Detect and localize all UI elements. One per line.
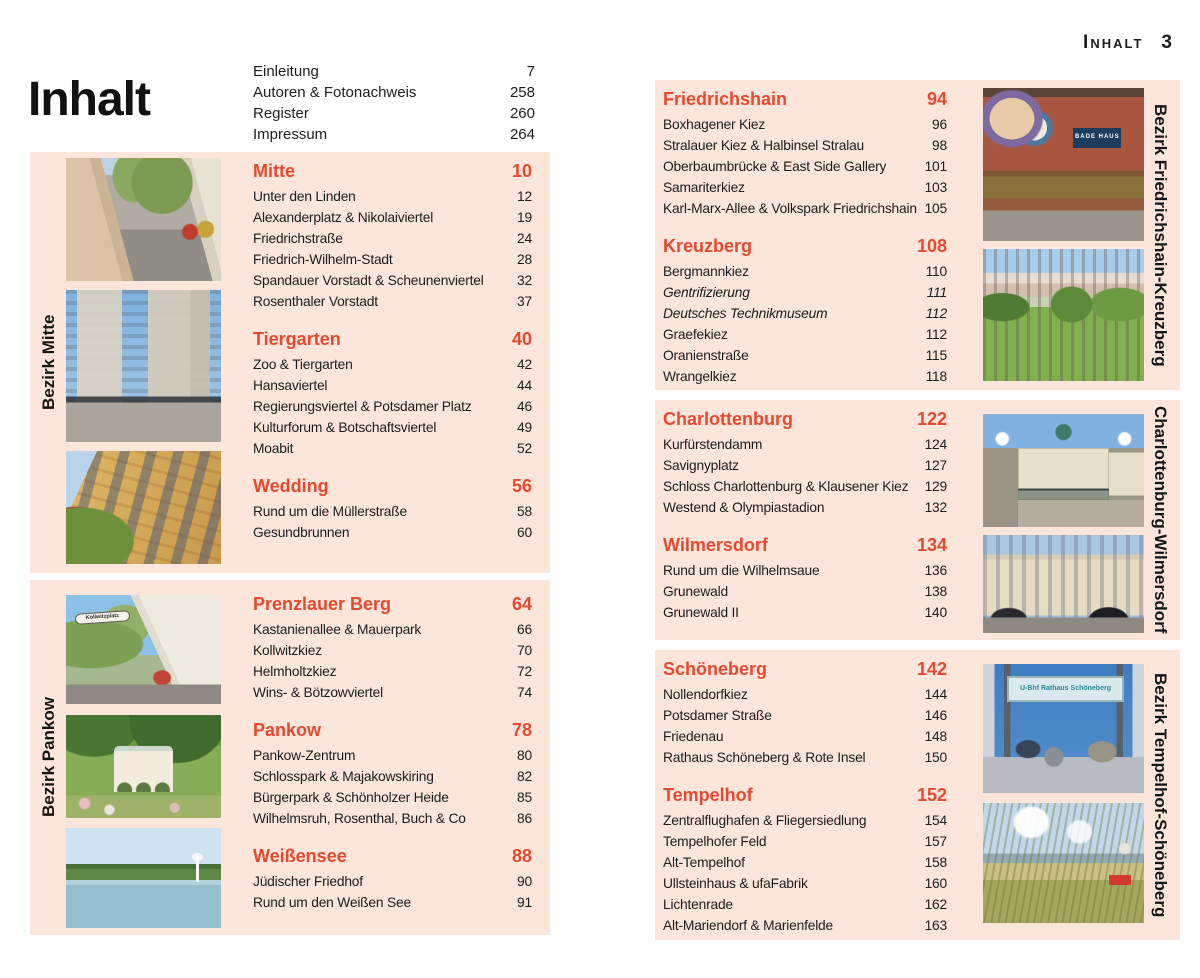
toc-entry bbox=[253, 396, 532, 417]
running-head-title: Inhalt bbox=[1083, 32, 1144, 53]
page-number: 115 bbox=[925, 348, 947, 363]
pavilion-shape bbox=[114, 746, 173, 792]
section-heading bbox=[663, 234, 947, 259]
toc-entry bbox=[253, 124, 535, 145]
page-number: 74 bbox=[517, 685, 532, 700]
district-box-tempelhof-schoeneberg bbox=[655, 650, 1180, 940]
entry-title: Nollendorfkiez bbox=[663, 687, 748, 702]
page-number: 28 bbox=[517, 252, 532, 267]
page-number: 127 bbox=[924, 458, 947, 473]
toc-entry bbox=[253, 249, 532, 270]
toc-section-tiergarten bbox=[253, 327, 532, 459]
page-number: 37 bbox=[517, 294, 532, 309]
page-number: 72 bbox=[517, 664, 532, 679]
section-title: Mitte bbox=[253, 161, 295, 181]
entry-title: Alexanderplatz & Nikolaiviertel bbox=[253, 210, 434, 225]
toc-entry bbox=[253, 438, 532, 459]
section-heading bbox=[253, 159, 532, 184]
page-number: 98 bbox=[932, 138, 947, 153]
toc-entry bbox=[663, 560, 947, 581]
entry-title: Jüdischer Friedhof bbox=[253, 874, 363, 889]
district-box-pankow bbox=[30, 580, 550, 935]
toc-entry bbox=[663, 852, 947, 873]
fountain-shape bbox=[196, 856, 199, 882]
section-heading bbox=[253, 592, 532, 617]
entry-title: Gesundbrunnen bbox=[253, 525, 350, 540]
entry-title: Wrangelkiez bbox=[663, 369, 737, 384]
entry-title: Impressum bbox=[253, 126, 328, 143]
entry-title: Bergmannkiez bbox=[663, 264, 749, 279]
toc-entry bbox=[663, 810, 947, 831]
street-sign: Kollwitzplatz bbox=[75, 611, 130, 626]
page-number: 264 bbox=[509, 126, 535, 143]
district-box-friedrichshain-kreuzberg bbox=[655, 80, 1180, 390]
entry-title: Friedrichstraße bbox=[253, 231, 343, 246]
page-number: 96 bbox=[932, 117, 947, 132]
toc-entry bbox=[253, 808, 532, 829]
toc-section-friedrichshain bbox=[663, 87, 947, 219]
toc-entry bbox=[663, 684, 947, 705]
district-box-mitte bbox=[30, 152, 550, 573]
page-number: 129 bbox=[924, 479, 947, 494]
page-number: 140 bbox=[924, 605, 947, 620]
toc-entry bbox=[253, 682, 532, 703]
entry-title: Spandauer Vorstadt & Scheunenviertel bbox=[253, 273, 484, 288]
tempelhofer-feld-photo bbox=[983, 803, 1144, 923]
toc-section-mitte bbox=[253, 159, 532, 312]
toc-entry bbox=[663, 894, 947, 915]
toc-entry bbox=[663, 726, 947, 747]
toc-entry bbox=[663, 915, 947, 936]
entry-title: Potsdamer Straße bbox=[663, 708, 772, 723]
section-title: Charlottenburg bbox=[663, 409, 793, 429]
toc-entry bbox=[253, 745, 532, 766]
page-number: 19 bbox=[517, 210, 532, 225]
toc-entry bbox=[663, 602, 947, 623]
toc-entry bbox=[663, 747, 947, 768]
entry-title: Pankow-Zentrum bbox=[253, 748, 356, 763]
district-label-tempelhof-schoeneberg: Bezirk Tempelhof-Schöneberg bbox=[1151, 672, 1170, 918]
entry-title: Deutsches Technikmuseum bbox=[663, 306, 828, 321]
toc-entry bbox=[663, 114, 947, 135]
entry-title: Kurfürstendamm bbox=[663, 437, 763, 452]
district-label-charlottenburg-wilmersdorf: Charlottenburg-Wilmersdorf bbox=[1151, 406, 1170, 634]
entry-title: Friedrich-Wilhelm-Stadt bbox=[253, 252, 393, 267]
page-number: 118 bbox=[925, 369, 947, 384]
page-number: 88 bbox=[511, 846, 532, 866]
toc-entry bbox=[253, 270, 532, 291]
entry-title: Gentrifizierung bbox=[663, 285, 750, 300]
page-number: 40 bbox=[511, 329, 532, 349]
page-number: 66 bbox=[517, 622, 532, 637]
entry-title: Zoo & Tiergarten bbox=[253, 357, 353, 372]
toc-section-charlottenburg bbox=[663, 407, 947, 518]
entry-title: Samariterkiez bbox=[663, 180, 745, 195]
entry-title: Rund um die Wilhelmsaue bbox=[663, 563, 820, 578]
page-number: 52 bbox=[517, 441, 532, 456]
toc-entry bbox=[663, 156, 947, 177]
toc-section-schoeneberg bbox=[663, 657, 947, 768]
section-title: Wedding bbox=[253, 476, 329, 496]
toc-entry bbox=[663, 455, 947, 476]
toc-entry bbox=[253, 640, 532, 661]
entry-title: Westend & Olympiastadion bbox=[663, 500, 825, 515]
page-number: 32 bbox=[517, 273, 532, 288]
toc-column bbox=[253, 152, 532, 543]
red-marker-sign bbox=[1109, 875, 1132, 885]
page-number: 44 bbox=[517, 378, 532, 393]
toc-entry bbox=[253, 228, 532, 249]
raw-badehaus-photo bbox=[983, 88, 1144, 241]
potsdamer-platz-towers-photo bbox=[66, 290, 221, 442]
toc-entry bbox=[663, 177, 947, 198]
entry-title: Grunewald II bbox=[663, 605, 739, 620]
page-number: 94 bbox=[926, 89, 947, 109]
section-heading bbox=[253, 844, 532, 869]
toc-entry bbox=[663, 198, 947, 219]
toc-column bbox=[663, 80, 947, 387]
entry-title: Oberbaumbrücke & East Side Gallery bbox=[663, 159, 887, 174]
toc-entry bbox=[253, 661, 532, 682]
toc-entry bbox=[253, 186, 532, 207]
entry-title: Savignyplatz bbox=[663, 458, 739, 473]
section-heading bbox=[663, 533, 947, 558]
page-number: 90 bbox=[517, 874, 532, 889]
entry-title: Alt-Tempelhof bbox=[663, 855, 745, 870]
page-number: 64 bbox=[511, 594, 532, 614]
wilmersdorf-curved-building-photo bbox=[983, 535, 1144, 633]
toc-section-wilmersdorf bbox=[663, 533, 947, 623]
toc-section-kreuzberg bbox=[663, 234, 947, 387]
page-number: 150 bbox=[924, 750, 947, 765]
section-title: Wilmersdorf bbox=[663, 535, 768, 555]
entry-title: Boxhagener Kiez bbox=[663, 117, 766, 132]
page-number: 122 bbox=[916, 409, 947, 429]
toc-entry bbox=[253, 892, 532, 913]
page-number: 42 bbox=[517, 357, 532, 372]
toc-entry bbox=[663, 831, 947, 852]
page-number: 12 bbox=[517, 189, 532, 204]
page-number: 86 bbox=[517, 811, 532, 826]
toc-entry bbox=[663, 303, 947, 324]
page-number: 80 bbox=[517, 748, 532, 763]
entry-title: Moabit bbox=[253, 441, 294, 456]
weissensee-lake-photo bbox=[66, 828, 221, 928]
district-label-pankow: Bezirk Pankow bbox=[39, 697, 58, 818]
entry-title: Ullsteinhaus & ufaFabrik bbox=[663, 876, 808, 891]
toc-entry bbox=[253, 103, 535, 124]
page-number: 132 bbox=[924, 500, 947, 515]
page-number: 148 bbox=[924, 729, 947, 744]
page-number: 134 bbox=[916, 535, 947, 555]
buergerpark-pavilion-photo bbox=[66, 715, 221, 818]
section-title: Tempelhof bbox=[663, 785, 753, 805]
mitte-street-photo bbox=[66, 158, 221, 281]
section-heading bbox=[663, 87, 947, 112]
toc-section-weissensee bbox=[253, 844, 532, 913]
entry-title: Wilhelmsruh, Rosenthal, Buch & Co bbox=[253, 811, 466, 826]
page-number: 163 bbox=[924, 918, 947, 933]
entry-title: Lichtenrade bbox=[663, 897, 733, 912]
page-number: 142 bbox=[916, 659, 947, 679]
page-number: 82 bbox=[517, 769, 532, 784]
page-number: 24 bbox=[517, 231, 532, 246]
toc-entry bbox=[663, 581, 947, 602]
toc-entry bbox=[663, 324, 947, 345]
toc-entry bbox=[663, 873, 947, 894]
page-number: 103 bbox=[924, 180, 947, 195]
page-number: 70 bbox=[517, 643, 532, 658]
toc-entry bbox=[253, 417, 532, 438]
entry-title: Helmholtzkiez bbox=[253, 664, 337, 679]
section-title: Kreuzberg bbox=[663, 236, 753, 256]
toc-entry bbox=[663, 705, 947, 726]
page-number: 112 bbox=[925, 327, 947, 342]
entry-title: Bürgerpark & Schönholzer Heide bbox=[253, 790, 449, 805]
section-title: Schöneberg bbox=[663, 659, 768, 679]
entry-title: Unter den Linden bbox=[253, 189, 356, 204]
toc-entry bbox=[663, 345, 947, 366]
toc-section-pankow bbox=[253, 718, 532, 829]
running-head-page-number: 3 bbox=[1161, 32, 1172, 53]
page-title: Inhalt bbox=[28, 73, 150, 127]
toc-entry bbox=[663, 476, 947, 497]
entry-title: Tempelhofer Feld bbox=[663, 834, 767, 849]
toc-entry bbox=[663, 261, 947, 282]
entry-title: Schlosspark & Majakowskiring bbox=[253, 769, 434, 784]
page-number: 157 bbox=[924, 834, 947, 849]
page-number: 111 bbox=[926, 285, 947, 300]
entry-title: Kollwitzkiez bbox=[253, 643, 322, 658]
running-head bbox=[1083, 32, 1172, 54]
section-heading bbox=[663, 657, 947, 682]
page-number: 154 bbox=[924, 813, 947, 828]
page-number: 56 bbox=[511, 476, 532, 496]
entry-title: Regierungsviertel & Potsdamer Platz bbox=[253, 399, 472, 414]
toc-entry bbox=[253, 82, 535, 103]
page-number: 112 bbox=[925, 306, 947, 321]
page-number: 58 bbox=[517, 504, 532, 519]
toc-entry bbox=[253, 871, 532, 892]
toc-entry bbox=[253, 619, 532, 640]
page-number: 7 bbox=[526, 63, 535, 80]
entry-title: Autoren & Fotonachweis bbox=[253, 84, 417, 101]
badehaus-sign: BADE HAUS bbox=[1073, 128, 1121, 148]
page-number: 160 bbox=[924, 876, 947, 891]
page-number: 162 bbox=[924, 897, 947, 912]
toc-column bbox=[663, 400, 947, 623]
section-heading bbox=[253, 327, 532, 352]
section-title: Pankow bbox=[253, 720, 322, 740]
toc-entry bbox=[663, 135, 947, 156]
entry-title: Rathaus Schöneberg & Rote Insel bbox=[663, 750, 866, 765]
page-number: 60 bbox=[517, 525, 532, 540]
toc-section-tempelhof bbox=[663, 783, 947, 936]
page-number: 91 bbox=[517, 895, 532, 910]
page-number: 101 bbox=[924, 159, 947, 174]
rathaus-schoeneberg-station-photo bbox=[983, 664, 1144, 793]
page-number: 136 bbox=[924, 563, 947, 578]
section-heading bbox=[663, 783, 947, 808]
kollwitzplatz-corner-photo bbox=[66, 595, 221, 704]
toc-entry bbox=[253, 61, 535, 82]
page-number: 146 bbox=[924, 708, 947, 723]
kreuzberg-park-photo bbox=[983, 249, 1144, 381]
wedding-brick-facade-photo bbox=[66, 451, 221, 564]
page-number: 158 bbox=[924, 855, 947, 870]
entry-title: Rund um den Weißen See bbox=[253, 895, 411, 910]
section-heading bbox=[253, 474, 532, 499]
page-number: 49 bbox=[517, 420, 532, 435]
toc-entry bbox=[253, 766, 532, 787]
district-label-mitte: Bezirk Mitte bbox=[39, 314, 58, 411]
entry-title: Hansaviertel bbox=[253, 378, 328, 393]
page-number: 144 bbox=[924, 687, 947, 702]
toc-entry bbox=[253, 787, 532, 808]
entry-title: Alt-Mariendorf & Marienfelde bbox=[663, 918, 834, 933]
page-number: 110 bbox=[925, 264, 947, 279]
toc-entry bbox=[663, 282, 947, 303]
section-title: Weißensee bbox=[253, 846, 347, 866]
section-heading bbox=[253, 718, 532, 743]
page-number: 258 bbox=[509, 84, 535, 101]
section-title: Tiergarten bbox=[253, 329, 341, 349]
toc-entry bbox=[253, 522, 532, 543]
entry-title: Graefekiez bbox=[663, 327, 728, 342]
entry-title: Wins- & Bötzowviertel bbox=[253, 685, 383, 700]
entry-title: Stralauer Kiez & Halbinsel Stralau bbox=[663, 138, 865, 153]
page-number: 85 bbox=[517, 790, 532, 805]
entry-title: Einleitung bbox=[253, 63, 319, 80]
toc-entry bbox=[253, 207, 532, 228]
district-label-friedrichshain-kreuzberg: Bezirk Friedrichshain-Kreuzberg bbox=[1151, 103, 1170, 367]
intro-list bbox=[253, 61, 535, 145]
toc-section-prenzlauer-berg bbox=[253, 592, 532, 703]
station-sign: U-Bhf Rathaus Schöneberg bbox=[1007, 676, 1124, 702]
page-number: 46 bbox=[517, 399, 532, 414]
entry-title: Zentralflughafen & Fliegersiedlung bbox=[663, 813, 867, 828]
toc-entry bbox=[663, 366, 947, 387]
page-number: 152 bbox=[916, 785, 947, 805]
toc-entry bbox=[253, 291, 532, 312]
page-number: 124 bbox=[924, 437, 947, 452]
entry-title: Kastanienallee & Mauerpark bbox=[253, 622, 422, 637]
toc-entry bbox=[253, 354, 532, 375]
toc-entry bbox=[253, 501, 532, 522]
entry-title: Kulturforum & Botschaftsviertel bbox=[253, 420, 437, 435]
page-number: 10 bbox=[511, 161, 532, 181]
section-heading bbox=[663, 407, 947, 432]
page-number: 138 bbox=[924, 584, 947, 599]
toc-entry bbox=[663, 434, 947, 455]
entry-title: Karl-Marx-Allee & Volkspark Friedrichshain bbox=[663, 201, 917, 216]
page-number: 105 bbox=[924, 201, 947, 216]
entry-title: Grunewald bbox=[663, 584, 728, 599]
entry-title: Register bbox=[253, 105, 309, 122]
toc-column bbox=[253, 580, 532, 913]
entry-title: Rund um die Müllerstraße bbox=[253, 504, 407, 519]
toc-column bbox=[663, 650, 947, 936]
page-number: 260 bbox=[509, 105, 535, 122]
district-box-charlottenburg-wilmersdorf bbox=[655, 400, 1180, 640]
section-title: Prenzlauer Berg bbox=[253, 594, 392, 614]
section-title: Friedrichshain bbox=[663, 89, 788, 109]
entry-title: Oranienstraße bbox=[663, 348, 749, 363]
entry-title: Schloss Charlottenburg & Klausener Kiez bbox=[663, 479, 909, 494]
page-number: 108 bbox=[916, 236, 947, 256]
page-number: 78 bbox=[511, 720, 532, 740]
schloss-charlottenburg-photo bbox=[983, 414, 1144, 527]
entry-title: Rosenthaler Vorstadt bbox=[253, 294, 378, 309]
toc-entry bbox=[253, 375, 532, 396]
toc-section-wedding bbox=[253, 474, 532, 543]
toc-entry bbox=[663, 497, 947, 518]
entry-title: Friedenau bbox=[663, 729, 724, 744]
